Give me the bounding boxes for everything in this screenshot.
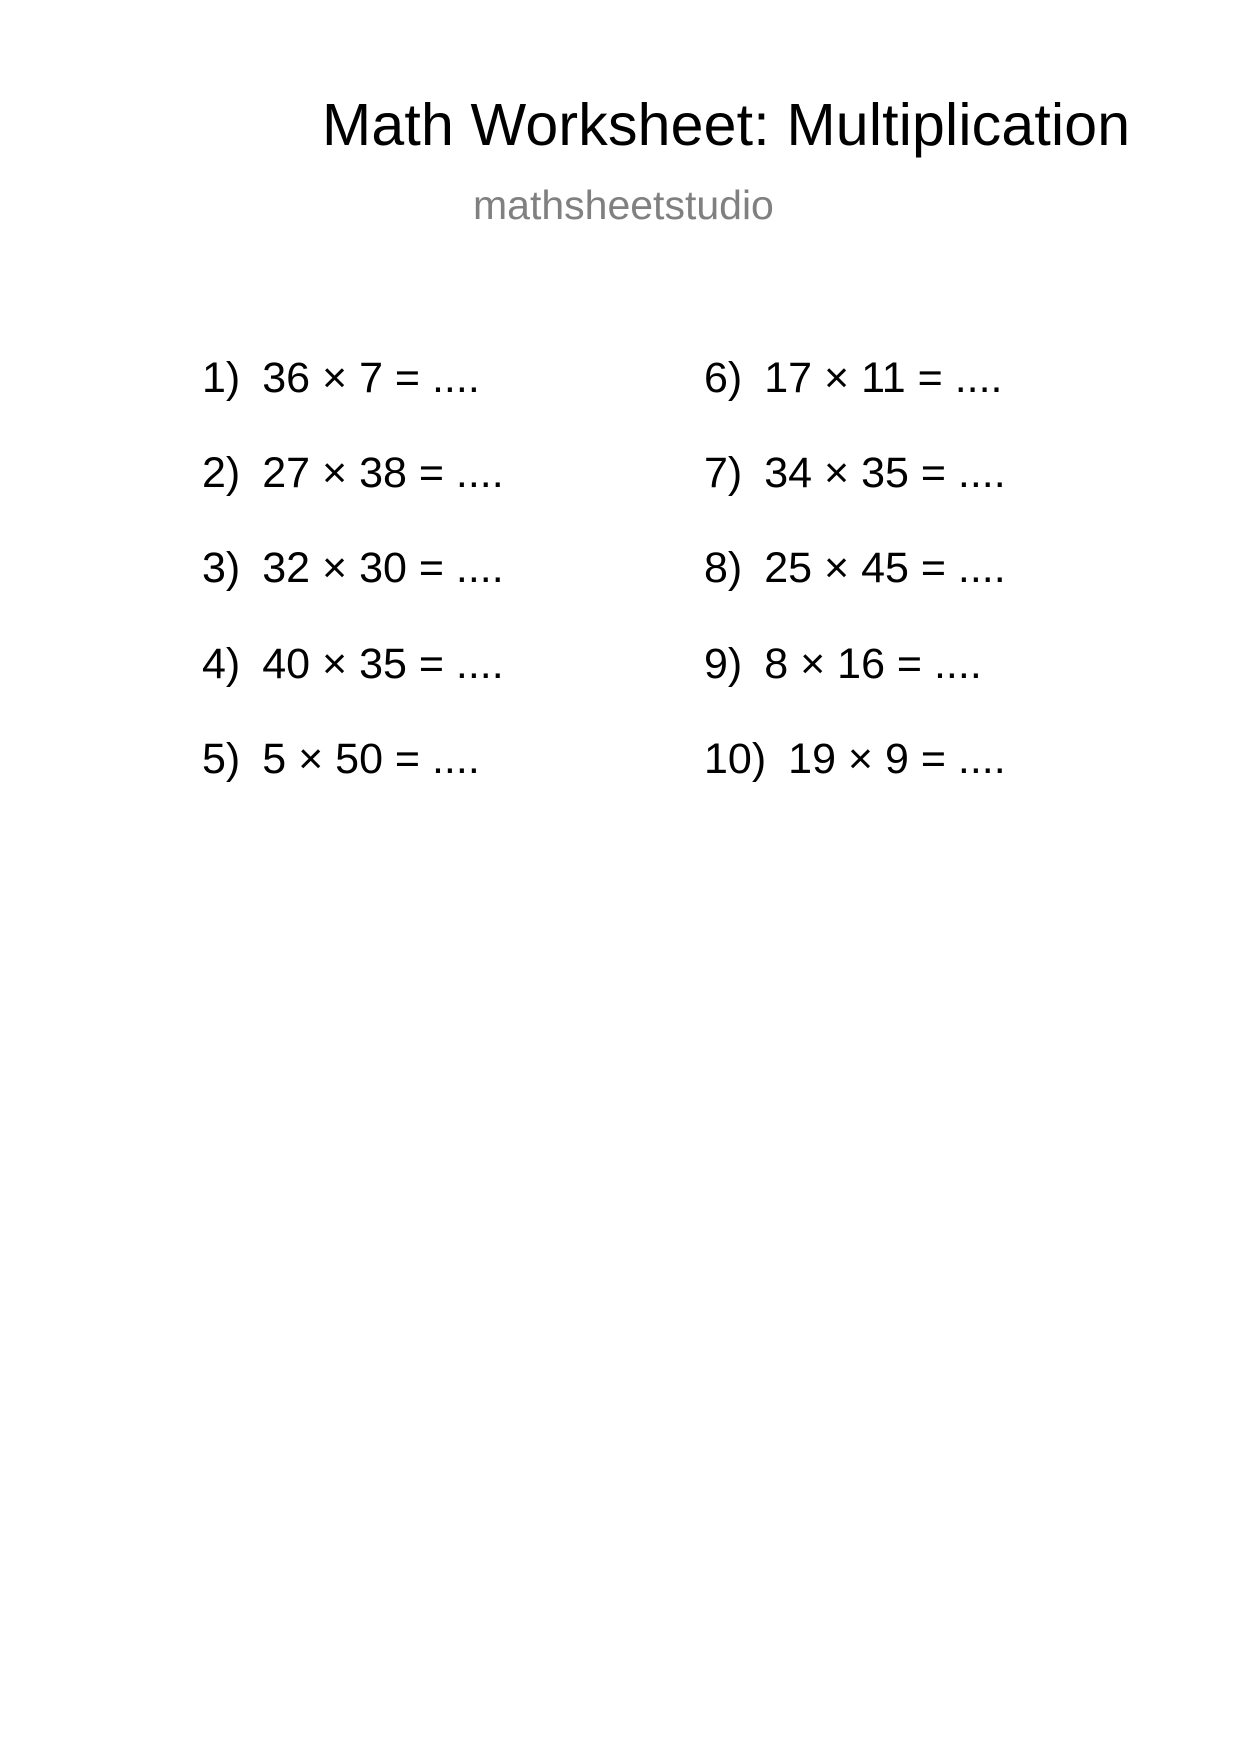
problem-number: 10) xyxy=(704,735,767,783)
problem-expression: 8 × 16 = .... xyxy=(764,640,982,688)
problem-number: 8) xyxy=(704,544,743,592)
page-subtitle: mathsheetstudio xyxy=(473,182,774,228)
problem-expression: 19 × 9 = .... xyxy=(788,735,1006,783)
problem-item xyxy=(202,544,504,592)
problem-expression: 17 × 11 = .... xyxy=(764,354,1003,402)
problem-expression: 27 × 38 = .... xyxy=(262,449,504,497)
problem-item xyxy=(704,640,982,688)
problem-number: 7) xyxy=(704,449,743,497)
problem-number: 4) xyxy=(202,640,241,688)
problem-number: 1) xyxy=(202,354,241,402)
problem-number: 2) xyxy=(202,449,241,497)
problem-expression: 34 × 35 = .... xyxy=(764,449,1006,497)
problem-expression: 40 × 35 = .... xyxy=(262,640,504,688)
problem-number: 6) xyxy=(704,354,743,402)
problem-item xyxy=(202,640,504,688)
problem-number: 9) xyxy=(704,640,743,688)
problem-item xyxy=(704,735,1006,783)
problem-expression: 5 × 50 = .... xyxy=(262,735,480,783)
problem-item xyxy=(704,449,1006,497)
problem-number: 5) xyxy=(202,735,241,783)
problem-expression: 36 × 7 = .... xyxy=(262,354,480,402)
page-title: Math Worksheet: Multiplication xyxy=(322,92,1131,158)
problem-expression: 32 × 30 = .... xyxy=(262,544,504,592)
problem-expression: 25 × 45 = .... xyxy=(764,544,1006,592)
problem-item xyxy=(202,735,480,783)
problem-item xyxy=(202,354,480,402)
problem-item xyxy=(704,544,1006,592)
problem-item xyxy=(202,449,504,497)
problem-item xyxy=(704,354,1003,402)
problem-number: 3) xyxy=(202,544,241,592)
